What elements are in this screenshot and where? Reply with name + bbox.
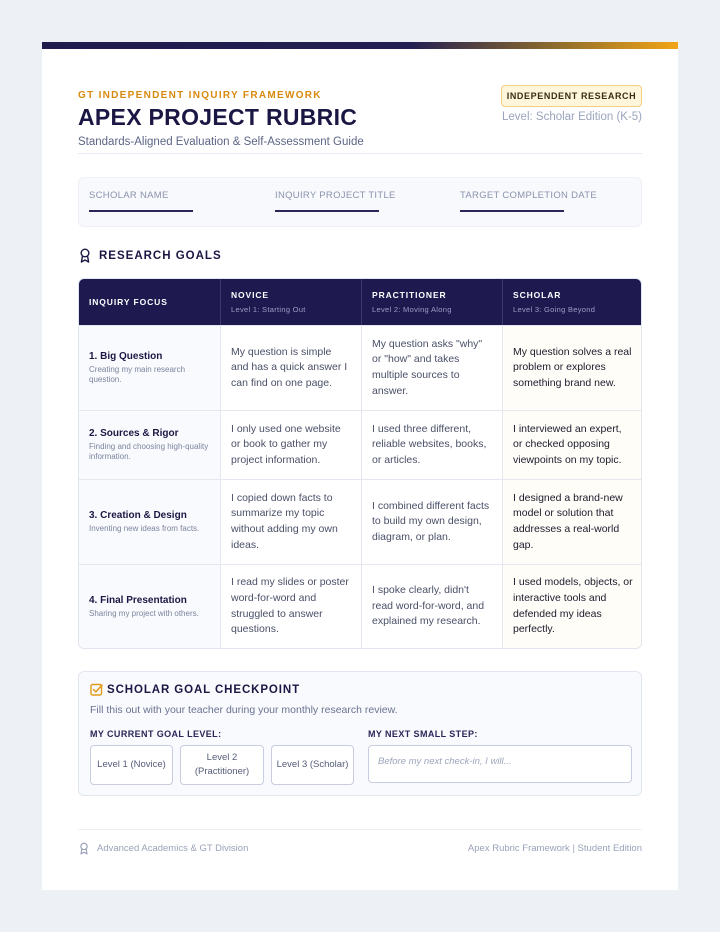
page-subtitle: Standards-Aligned Evaluation & Self-Assessment Guide <box>78 136 364 148</box>
novice-text: I copied down facts to summarize my topic without adding my own ideas. <box>231 491 338 551</box>
practitioner-text: I spoke clearly, didn't read word-for-word, and explained my research. <box>372 584 485 628</box>
practitioner-cell <box>361 480 502 564</box>
column-title: SCHOLAR <box>513 290 562 300</box>
column-subtitle: Level 3: Going Beyond <box>513 305 596 314</box>
level-2-option[interactable]: Level 2 (Practitioner) <box>180 745 264 785</box>
award-ribbon-icon <box>79 248 91 268</box>
scholar-text: I interviewed an expert, or checked opposing viewpoints on my topic. <box>513 422 622 466</box>
goal-checkpoint-title: SCHOLAR GOAL CHECKPOINT <box>107 684 300 696</box>
practitioner-cell <box>361 411 502 479</box>
project-title-label: INQUIRY PROJECT TITLE <box>275 190 396 201</box>
focus-description: Sharing my project with others. <box>89 608 199 618</box>
current-goal-label: MY CURRENT GOAL LEVEL: <box>90 729 222 739</box>
novice-text: I read my slides or poster word-for-word and struggled to answer questions. <box>231 576 349 636</box>
focus-description: Creating my main research question. <box>89 365 186 384</box>
scholar-text: I designed a brand-new model or solution that addresses a real-world gap. <box>513 491 623 551</box>
scholar-cell <box>502 565 642 648</box>
scholar-cell <box>502 480 642 564</box>
practitioner-text: My question asks "why" or "how" and takes multiple sources to answer. <box>372 337 483 397</box>
scholar-text: I used models, objects, or interactive tools and defended my ideas perfectly. <box>513 576 633 636</box>
scholar-text: My question solves a real problem or explores something brand new. <box>513 345 632 389</box>
focus-title: 2. Sources & Rigor <box>89 428 179 439</box>
edition-level: Level: Scholar Edition (K-5) <box>502 111 642 123</box>
footer-division: Advanced Academics & GT Division <box>97 843 249 854</box>
project-title-field[interactable] <box>275 190 396 212</box>
checkbox-icon <box>90 683 103 701</box>
column-header-novice <box>220 279 361 325</box>
scholar-name-field[interactable] <box>89 190 193 212</box>
student-info-fields <box>78 177 642 227</box>
award-ribbon-icon <box>79 842 89 860</box>
page-footer <box>78 829 642 859</box>
gradient-top-bar <box>42 42 678 49</box>
scholar-name-label: SCHOLAR NAME <box>89 190 169 201</box>
column-title: NOVICE <box>231 290 269 300</box>
column-header-practitioner <box>361 279 502 325</box>
page-title: APEX PROJECT RUBRIC <box>78 104 358 130</box>
table-row <box>79 325 641 410</box>
next-step-label: MY NEXT SMALL STEP: <box>368 729 478 739</box>
next-step-input[interactable]: Before my next check-in, I will... <box>368 745 632 783</box>
scholar-name-line <box>89 210 193 212</box>
focus-cell <box>79 326 220 410</box>
completion-date-field[interactable] <box>460 190 597 212</box>
goal-checkpoint-panel <box>78 671 642 796</box>
focus-cell <box>79 480 220 564</box>
practitioner-text: I used three different, reliable websites, books, or articles. <box>372 422 487 466</box>
project-title-line <box>275 210 379 212</box>
scholar-cell <box>502 326 642 410</box>
research-badge: INDEPENDENT RESEARCH <box>501 85 642 107</box>
column-header-scholar <box>502 279 642 325</box>
table-row <box>79 410 641 479</box>
completion-date-label: TARGET COMPLETION DATE <box>460 190 597 201</box>
completion-date-line <box>460 210 564 212</box>
scholar-cell <box>502 411 642 479</box>
focus-cell <box>79 411 220 479</box>
focus-cell <box>79 565 220 648</box>
practitioner-cell <box>361 565 502 648</box>
novice-cell <box>220 565 361 648</box>
table-row <box>79 479 641 564</box>
rubric-table-header <box>79 279 641 325</box>
column-title: INQUIRY FOCUS <box>89 297 168 307</box>
practitioner-cell <box>361 326 502 410</box>
column-header-focus <box>79 279 220 325</box>
level-3-option[interactable]: Level 3 (Scholar) <box>271 745 354 785</box>
novice-cell <box>220 480 361 564</box>
research-goals-title: RESEARCH GOALS <box>99 250 222 262</box>
focus-title: 1. Big Question <box>89 351 163 362</box>
focus-title: 4. Final Presentation <box>89 594 187 606</box>
rubric-table <box>78 278 642 649</box>
table-row <box>79 564 641 648</box>
novice-text: I only used one website or book to gather my project information. <box>231 422 341 466</box>
column-title: PRACTITIONER <box>372 290 447 300</box>
research-goals-heading <box>78 248 642 266</box>
focus-description: Inventing new ideas from facts. <box>89 524 200 533</box>
column-subtitle: Level 2: Moving Along <box>372 305 452 314</box>
novice-text: My question is simple and has a quick answer I can find on one page. <box>231 345 348 389</box>
footer-edition: Apex Rubric Framework | Student Edition <box>467 843 642 854</box>
novice-cell <box>220 411 361 479</box>
focus-title: 3. Creation & Design <box>89 510 187 521</box>
novice-cell <box>220 326 361 410</box>
rubric-page <box>42 42 678 890</box>
column-subtitle: Level 1: Starting Out <box>231 305 306 314</box>
focus-description: Finding and choosing high-quality information. <box>89 442 209 461</box>
level-1-option[interactable]: Level 1 (Novice) <box>90 745 173 785</box>
page-header <box>78 49 642 154</box>
goal-checkpoint-subtitle: Fill this out with your teacher during your monthly research review. <box>90 704 398 716</box>
practitioner-text: I combined different facts to build my own design, diagram, or plan. <box>372 499 490 543</box>
framework-eyebrow: GT INDEPENDENT INQUIRY FRAMEWORK <box>78 90 322 101</box>
